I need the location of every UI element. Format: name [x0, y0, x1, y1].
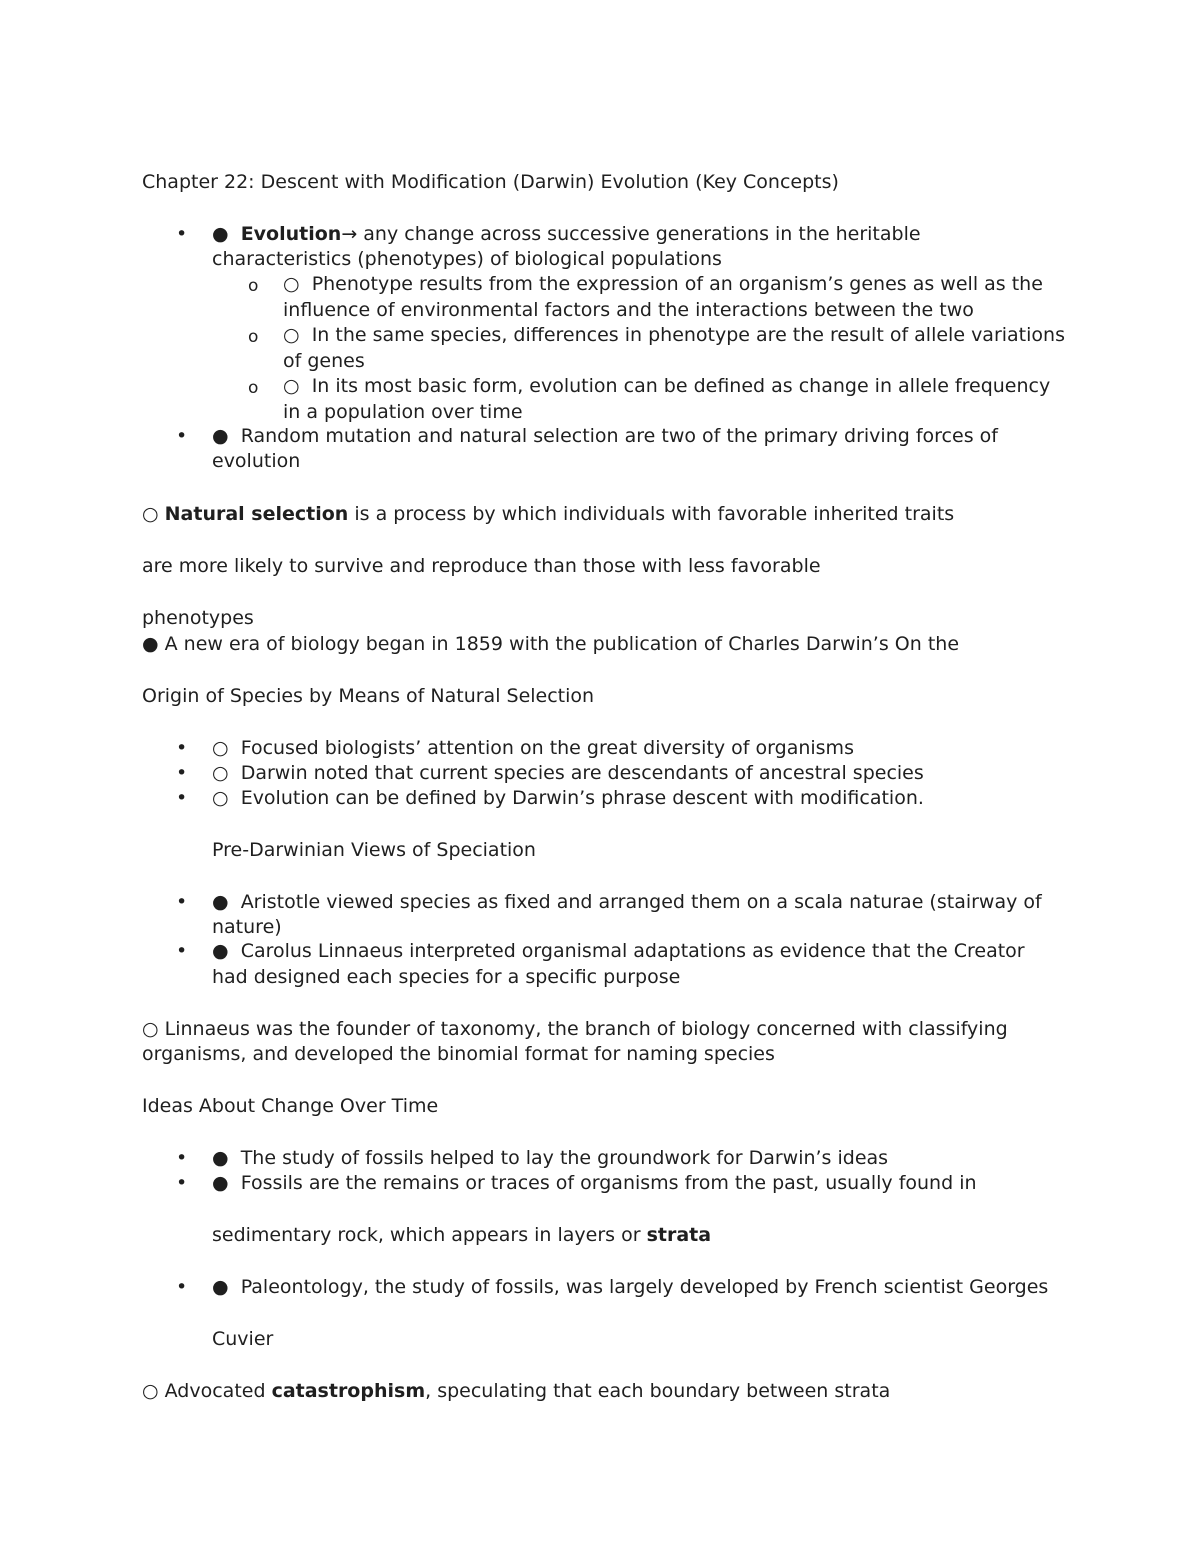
basic-form-line-2: in a population over time — [283, 401, 523, 423]
dot-glyph: ● — [142, 633, 159, 655]
linnaeus-bullet-text: Carolus Linnaeus interpreted organismal adaptations as evidence that the Creator — [240, 940, 1025, 962]
linnaeus-bullet-line-1 — [212, 938, 1025, 964]
basic-form-text: In its most basic form, evolution can be defined as change in allele frequency — [311, 375, 1051, 397]
paleontology-text: Paleontology, the study of fossils, was largely developed by French scientist Georges — [240, 1276, 1049, 1298]
change-over-time-heading: Ideas About Change Over Time — [142, 1095, 439, 1117]
allele-text: In the same species, differences in phenotype are the result of allele variations — [311, 324, 1065, 346]
catastrophism-pre: Advocated — [164, 1380, 272, 1402]
circle-glyph: ○ — [142, 1380, 159, 1402]
new-era-line-1 — [142, 631, 959, 657]
natural-selection-text: is a process by which individuals with favorable inherited traits — [348, 503, 955, 525]
circle-glyph: ○ — [142, 503, 159, 525]
fossils-text: Fossils are the remains or traces of organisms from the past, usually found in — [240, 1172, 977, 1194]
dot-glyph: ● — [212, 425, 229, 447]
new-era-text: A new era of biology began in 1859 with the publication of Charles Darwin’s On the — [164, 633, 960, 655]
dot-glyph: ● — [212, 891, 229, 913]
dot-glyph: ● — [212, 223, 229, 245]
natural-selection-line-3: phenotypes — [142, 607, 254, 629]
pre-darwinian-heading: Pre-Darwinian Views of Speciation — [212, 839, 536, 861]
fossils-text-2: sedimentary rock, which appears in layers or — [212, 1224, 647, 1246]
circle-glyph: ○ — [212, 787, 229, 809]
random-mutation-line-1 — [212, 423, 998, 449]
darwin-point-text: Focused biologists’ attention on the great diversity of organisms — [240, 737, 854, 759]
new-era-line-2: Origin of Species by Means of Natural Selection — [142, 685, 595, 707]
circle-glyph: ○ — [142, 1018, 159, 1040]
page-title: Chapter 22: Descent with Modification (Darwin) Evolution (Key Concepts) — [142, 171, 839, 193]
dot-glyph: ● — [212, 1276, 229, 1298]
outer-bullet: • — [176, 891, 188, 913]
basic-form-line-1 — [283, 373, 1050, 399]
aristotle-line-2: nature) — [212, 916, 282, 938]
linnaeus-bullet-line-2: had designed each species for a specific purpose — [212, 966, 681, 988]
allele-line-1 — [283, 322, 1065, 348]
fossils-line-1 — [212, 1170, 977, 1196]
darwin-point-3 — [212, 785, 924, 811]
outer-bullet: • — [176, 1172, 188, 1194]
natural-selection-line-2: are more likely to survive and reproduce than those with less favorable — [142, 555, 821, 577]
evolution-line-1 — [212, 221, 921, 247]
darwin-point-2 — [212, 760, 924, 786]
phenotype-line-1 — [283, 271, 1043, 297]
phenotype-text: Phenotype results from the expression of an organism’s genes as well as the — [311, 273, 1043, 295]
sub-bullet: o — [248, 276, 259, 296]
strata-term: strata — [646, 1224, 712, 1246]
natural-selection-term: Natural selection — [164, 503, 349, 525]
catastrophism-post: , speculating that each boundary between strata — [425, 1380, 891, 1402]
dot-glyph: ● — [212, 940, 229, 962]
catastrophism-line — [142, 1378, 890, 1404]
circle-glyph: ○ — [212, 737, 229, 759]
evolution-line-2: characteristics (phenotypes) of biological populations — [212, 248, 722, 270]
phenotype-line-2: influence of environmental factors and the interactions between the two — [283, 299, 974, 321]
random-mutation-text: Random mutation and natural selection are two of the primary driving forces of — [240, 425, 998, 447]
outer-bullet: • — [176, 1276, 188, 1298]
evolution-definition: → any change across successive generations in the heritable — [341, 223, 921, 245]
fossil-study-text: The study of fossils helped to lay the groundwork for Darwin’s ideas — [240, 1147, 889, 1169]
outer-bullet: • — [176, 787, 188, 809]
aristotle-text: Aristotle viewed species as fixed and arranged them on a scala naturae (stairway of — [240, 891, 1042, 913]
linnaeus-text: Linnaeus was the founder of taxonomy, the branch of biology concerned with classifying — [164, 1018, 1008, 1040]
paleontology-line-1 — [212, 1274, 1048, 1300]
darwin-point-text: Evolution can be defined by Darwin’s phrase descent with modification. — [240, 787, 924, 809]
sub-bullet: o — [248, 327, 259, 347]
evolution-term: Evolution — [240, 223, 342, 245]
circle-glyph: ○ — [283, 324, 300, 346]
linnaeus-line-2: organisms, and developed the binomial format for naming species — [142, 1043, 775, 1065]
random-mutation-line-2: evolution — [212, 450, 301, 472]
allele-line-2: of genes — [283, 350, 365, 372]
fossils-line-2 — [212, 1222, 711, 1248]
aristotle-line-1 — [212, 889, 1042, 915]
fossil-study-line — [212, 1145, 888, 1171]
sub-bullet: o — [248, 378, 259, 398]
outer-bullet: • — [176, 223, 188, 245]
paleontology-line-2: Cuvier — [212, 1328, 274, 1350]
dot-glyph: ● — [212, 1172, 229, 1194]
darwin-point-1 — [212, 735, 854, 761]
linnaeus-line-1 — [142, 1016, 1008, 1042]
circle-glyph: ○ — [283, 273, 300, 295]
outer-bullet: • — [176, 762, 188, 784]
outer-bullet: • — [176, 425, 188, 447]
circle-glyph: ○ — [283, 375, 300, 397]
outer-bullet: • — [176, 1147, 188, 1169]
catastrophism-term: catastrophism — [271, 1380, 426, 1402]
darwin-point-text: Darwin noted that current species are descendants of ancestral species — [240, 762, 924, 784]
outer-bullet: • — [176, 940, 188, 962]
outer-bullet: • — [176, 737, 188, 759]
natural-selection-line-1 — [142, 501, 954, 527]
dot-glyph: ● — [212, 1147, 229, 1169]
circle-glyph: ○ — [212, 762, 229, 784]
